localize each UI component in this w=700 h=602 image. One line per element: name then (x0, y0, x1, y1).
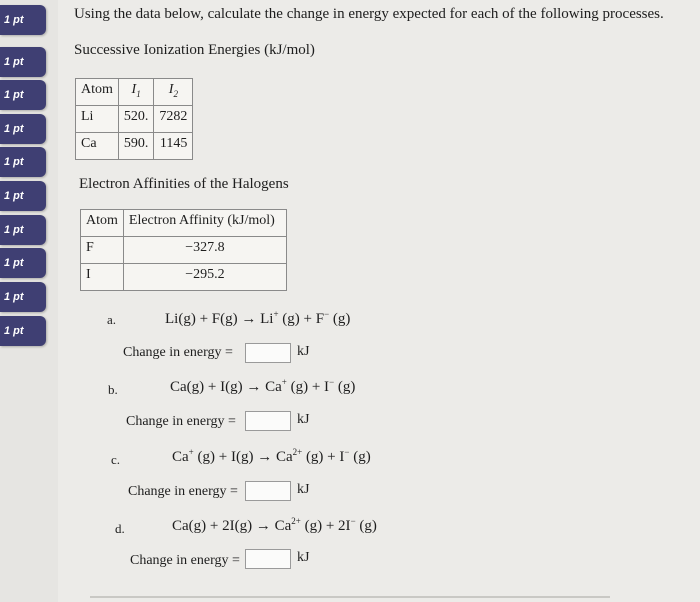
table-row (76, 106, 193, 133)
part-b-answer-input[interactable] (245, 411, 291, 431)
points-tab-7[interactable]: 1 pt (0, 215, 46, 245)
header-i1 (118, 79, 154, 106)
part-c-change-label: Change in energy = (128, 484, 238, 499)
part-a-unit: kJ (297, 344, 310, 359)
part-d-unit: kJ (297, 550, 310, 565)
eq-b-rhs1: Ca (265, 379, 282, 395)
table-row (81, 264, 287, 291)
header-i2 (154, 79, 193, 106)
part-b-unit: kJ (297, 412, 310, 427)
cell-atom: F (81, 237, 124, 264)
part-c-letter: c. (111, 452, 121, 467)
eq-b-lhs: Ca(g) + I(g) (170, 379, 243, 395)
part-a-change-label: Change in energy = (123, 345, 233, 360)
points-tab-4[interactable]: 1 pt (0, 114, 46, 144)
points-tab-9[interactable]: 1 pt (0, 282, 46, 312)
eq-d-lhs: Ca(g) + 2I(g) (172, 518, 253, 534)
ionization-table (75, 78, 193, 160)
table-row (76, 79, 193, 106)
cell-i2: 7282 (154, 106, 193, 133)
eq-d-rhs1-sup: 2+ (291, 516, 301, 526)
table-row (81, 237, 287, 264)
cell-i1: 590. (118, 133, 154, 160)
eq-d-rhs2-sup: − (350, 516, 356, 526)
points-tab-6[interactable]: 1 pt (0, 181, 46, 211)
eq-d-rhs3: (g) (359, 518, 377, 534)
table-row (81, 210, 287, 237)
affinity-title: Electron Affinities of the Halogens (79, 176, 289, 192)
points-tab-1[interactable]: 1 pt (0, 5, 46, 35)
cell-atom: I (81, 264, 124, 291)
cell-affinity: −295.2 (123, 264, 286, 291)
part-c-unit: kJ (297, 482, 310, 497)
part-b-letter: b. (108, 382, 118, 397)
eq-a-lhs: Li(g) + F(g) (165, 311, 238, 327)
eq-a-arrow: → (241, 311, 257, 327)
eq-b-rhs1-sup: + (281, 377, 287, 387)
cell-atom: Li (76, 106, 119, 133)
eq-d-rhs2: (g) + 2I (304, 518, 351, 534)
table-row (76, 133, 193, 160)
eq-a-rhs1: Li (260, 311, 274, 327)
points-tab-5[interactable]: 1 pt (0, 147, 46, 177)
header-atom: Atom (81, 210, 124, 237)
part-d-equation (172, 518, 377, 535)
eq-c-rhs3: (g) (353, 449, 371, 465)
question-prompt: Using the data below, calculate the change in energy expected for each of the following processes. (74, 6, 664, 22)
part-b-change-label: Change in energy = (126, 414, 236, 429)
part-b-equation (170, 379, 355, 396)
eq-c-lhs1: Ca (172, 449, 189, 465)
eq-c-rhs1: Ca (275, 449, 293, 465)
eq-b-rhs2-sup: − (329, 377, 335, 387)
part-c-answer-input[interactable] (245, 481, 291, 501)
part-a-letter: a. (107, 312, 117, 327)
cell-i1: 520. (118, 106, 154, 133)
header-i1-symbol: I (131, 82, 137, 97)
header-atom: Atom (76, 79, 119, 106)
eq-a-rhs2: (g) + F (282, 311, 325, 327)
header-i2-symbol: I (168, 82, 174, 97)
points-tab-2[interactable]: 1 pt (0, 47, 46, 77)
part-d-letter: d. (115, 521, 125, 536)
header-i1-subscript: 1 (136, 88, 141, 99)
cell-i2: 1145 (154, 133, 193, 160)
eq-a-rhs3: (g) (332, 311, 351, 327)
eq-d-arrow: → (255, 518, 271, 534)
header-i2-subscript: 2 (173, 88, 178, 99)
cell-atom: Ca (76, 133, 119, 160)
eq-b-arrow: → (246, 379, 262, 395)
cell-affinity: −327.8 (123, 237, 286, 264)
bottom-divider (90, 596, 610, 598)
eq-c-rhs1-sup: 2+ (292, 447, 303, 457)
part-d-answer-input[interactable] (245, 549, 291, 569)
eq-c-rhs2-sup: − (344, 447, 350, 457)
header-affinity: Electron Affinity (kJ/mol) (123, 210, 286, 237)
eq-a-rhs1-sup: + (273, 309, 279, 319)
eq-c-lhs1-sup: + (188, 447, 194, 457)
eq-c-rhs2: (g) + I (305, 449, 345, 465)
points-tab-10[interactable]: 1 pt (0, 316, 46, 346)
ionization-title: Successive Ionization Energies (kJ/mol) (74, 42, 315, 58)
part-d-change-label: Change in energy = (130, 553, 240, 568)
part-a-equation (165, 311, 350, 328)
eq-d-rhs1: Ca (274, 518, 292, 534)
part-a-answer-input[interactable] (245, 343, 291, 363)
points-tab-3[interactable]: 1 pt (0, 80, 46, 110)
eq-b-rhs2: (g) + I (290, 379, 330, 395)
eq-a-rhs2-sup: − (324, 309, 330, 319)
points-tab-8[interactable]: 1 pt (0, 248, 46, 278)
eq-b-rhs3: (g) (337, 379, 356, 395)
eq-c-arrow: → (257, 449, 273, 465)
affinity-table (80, 209, 287, 291)
part-c-equation (172, 449, 371, 466)
eq-c-lhs2: (g) + I(g) (197, 449, 254, 465)
